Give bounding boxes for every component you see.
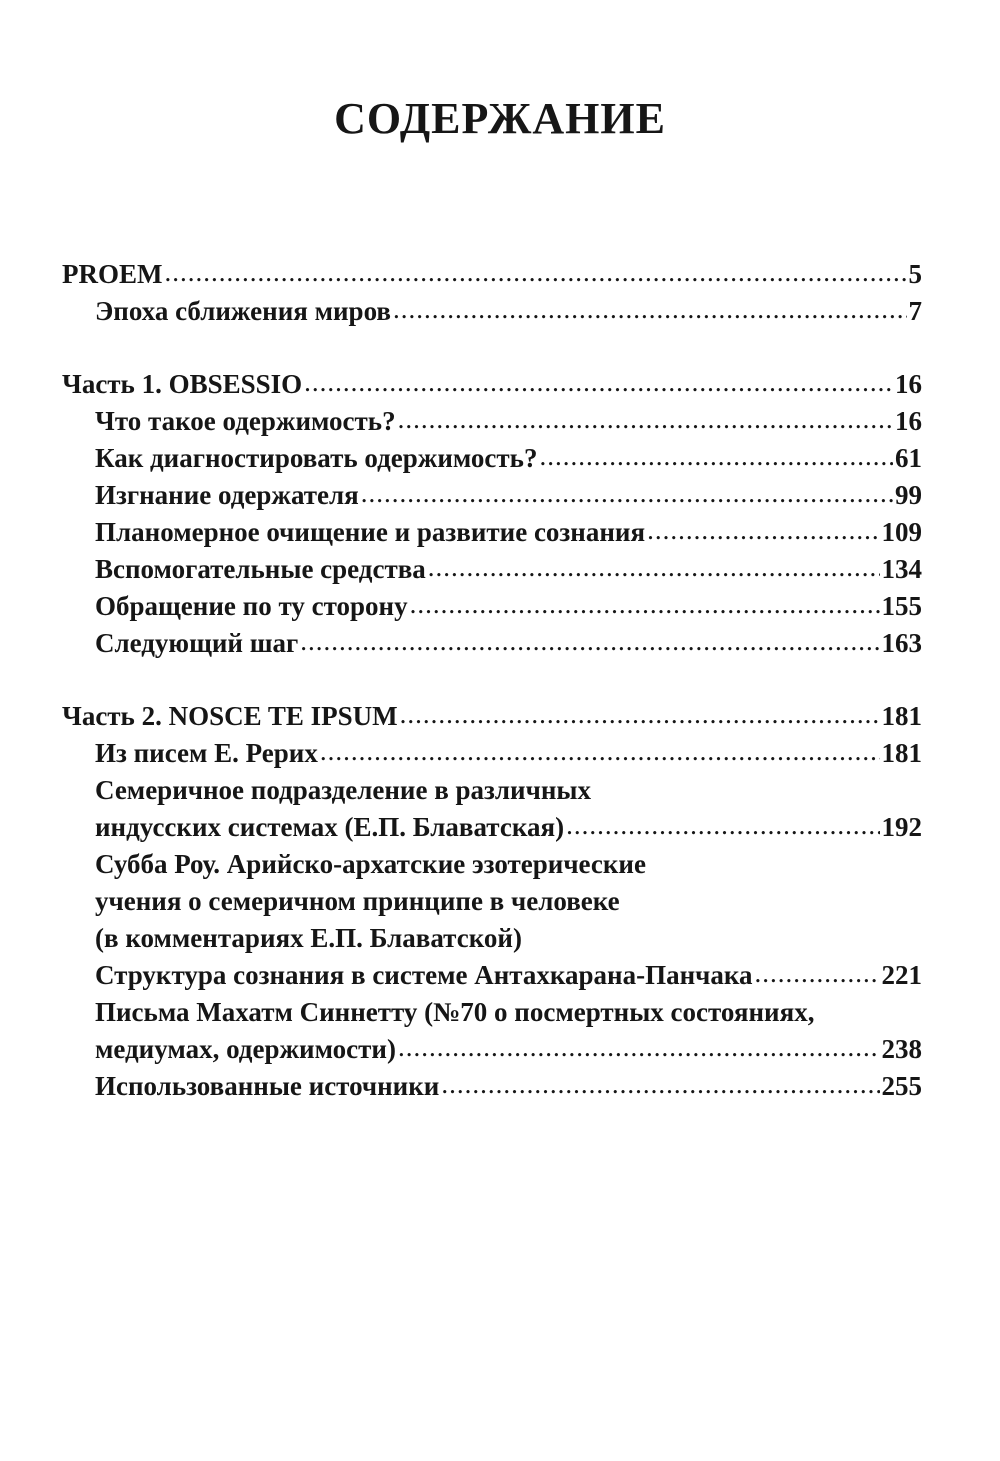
toc-page-number: 181 [881,701,922,731]
toc-entry-cleansing[interactable] [62,514,922,551]
toc-entry-label: Как диагностировать одержимость? [95,443,538,473]
toc-page-number: 134 [881,554,922,584]
toc-entry-mahatma-letters-line1[interactable]: Письма Махатм Синнетту (№70 о посмертных состояниях, [95,997,815,1027]
toc-entry-antahkarana[interactable] [62,957,922,994]
toc-entry-septenary-line1[interactable]: Семеричное подразделение в различных [95,775,591,805]
dot-leader [393,291,907,328]
dot-leader [441,1066,879,1103]
toc-page-number: 16 [895,369,922,399]
toc-page-number: 181 [881,738,922,768]
toc-entry-subba-row-line2[interactable]: учения о семеричном принципе в человеке [95,886,620,916]
dot-leader [647,512,879,549]
toc-page-number: 16 [895,406,922,436]
toc-entry-subba-row-line3[interactable]: (в комментариях Е.П. Блаватской) [95,923,522,953]
dot-leader [398,1029,880,1066]
toc-entry-roerich-letters[interactable] [62,735,922,772]
toc-entry-label: Планомерное очищение и развитие сознания [95,517,646,547]
toc-page-number: 238 [881,1034,922,1064]
toc-page-number: 192 [881,812,922,842]
toc-entry-next-step[interactable] [62,625,922,662]
dot-leader [410,586,880,623]
toc-entry-part1[interactable] [62,366,922,403]
toc-entry-part2[interactable] [62,698,922,735]
toc-section-proem [62,256,922,330]
toc-entry-aids[interactable] [62,551,922,588]
toc-entry-label: Что такое одержимость? [95,406,396,436]
toc-page-number: 109 [881,517,922,547]
dot-leader [428,549,880,586]
toc-entry-label: Следующий шаг [95,628,299,658]
toc-entry-label: Часть 1. OBSESSIO [62,369,303,399]
toc-entry-other-side[interactable] [62,588,922,625]
toc-page-number: 163 [881,628,922,658]
toc-entry-what-is-obsession[interactable] [62,403,922,440]
toc-section-part1 [62,366,922,662]
toc-section-part2 [62,698,922,1105]
toc-page-number: 221 [881,960,922,990]
toc-page-number: 255 [881,1071,922,1101]
table-of-contents [62,256,922,1105]
toc-entry-label: Вспомогательные средства [95,554,426,584]
toc-entry-label: Изгнание одержателя [95,480,359,510]
toc-page-number: 7 [908,296,922,326]
dot-leader [755,955,880,992]
toc-entry-diagnose[interactable] [62,440,922,477]
toc-entry-mahatma-letters[interactable] [62,1031,922,1068]
dot-leader [398,401,893,438]
toc-entry-label: PROEM [62,259,163,289]
toc-entry-label: Эпоха сближения миров [95,296,391,326]
dot-leader [300,623,879,660]
dot-leader [539,438,893,475]
toc-entry-exorcism[interactable] [62,477,922,514]
dot-leader [320,733,880,770]
toc-entry-label: Часть 2. NOSCE TE IPSUM [62,701,398,731]
toc-entry-label: индусских системах (Е.П. Блаватская) [95,812,565,842]
dot-leader [304,364,893,401]
toc-page-number: 5 [908,259,922,289]
toc-entry-label: Структура сознания в системе Антахкарана-Панчака [95,960,753,990]
dot-leader [400,696,880,733]
dot-leader [165,254,907,291]
toc-entry-label: Использованные источники [95,1071,440,1101]
toc-page-number: 155 [881,591,922,621]
toc-entry-proem[interactable] [62,256,922,293]
toc-entry-sources[interactable] [62,1068,922,1105]
toc-entry-label: Из писем Е. Рерих [95,738,318,768]
page-title: СОДЕРЖАНИЕ [334,94,666,143]
toc-entry-septenary[interactable] [62,809,922,846]
toc-entry-subba-row-line1[interactable]: Субба Роу. Арийско-архатские эзотерические [95,849,646,879]
toc-entry-epoch[interactable] [62,293,922,330]
toc-page-number: 99 [895,480,922,510]
dot-leader [566,807,879,844]
toc-page-number: 61 [895,443,922,473]
toc-entry-label: Обращение по ту сторону [95,591,408,621]
dot-leader [361,475,893,512]
toc-entry-label: медиумах, одержимости) [95,1034,396,1064]
